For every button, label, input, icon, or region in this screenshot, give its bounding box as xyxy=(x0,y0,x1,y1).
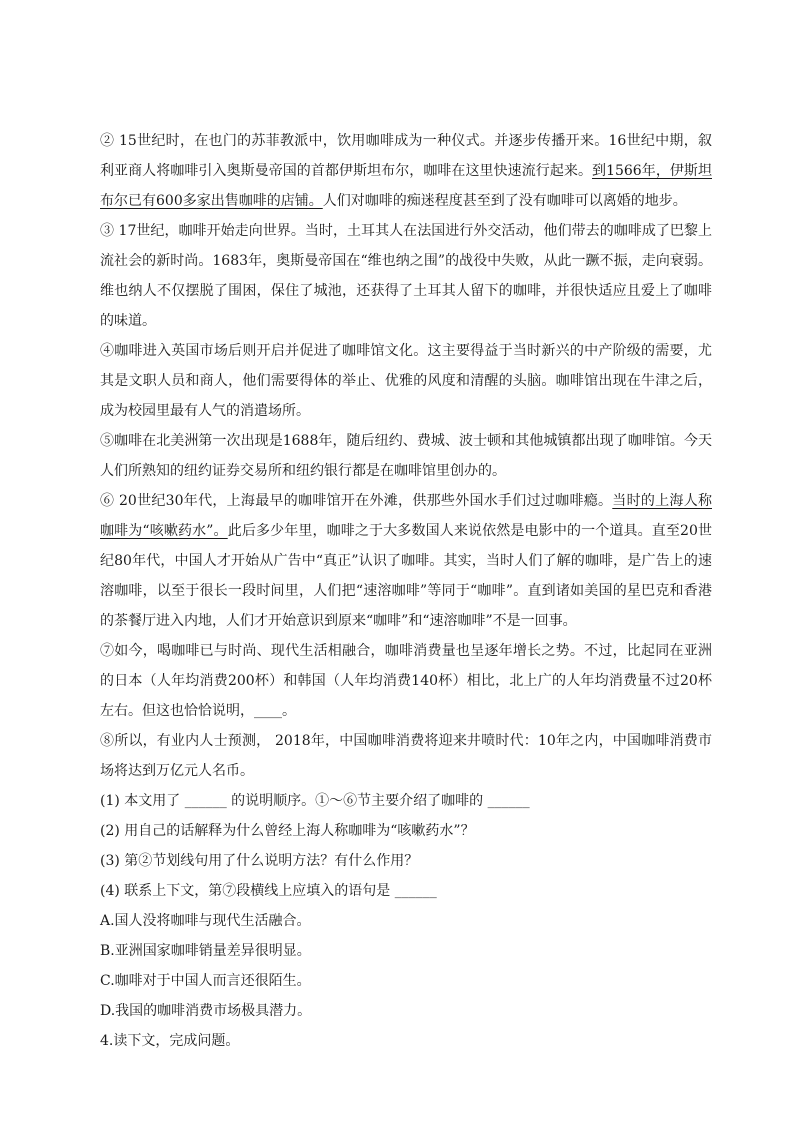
question-4: (4) 联系上下文，第⑦段横线上应填入的语句是 ______ xyxy=(100,883,437,899)
option-b: B.亚洲国家咖啡销量差异很明显。 xyxy=(100,943,311,959)
paragraph-4: ④咖啡进入英国市场后则开启并促进了咖啡馆文化。这主要得益于当时新兴的中产阶级的需要，尤其是文职人员和商人，他们需要得体的举止、优雅的风度和清醒的头脑。咖啡馆出现在牛津之后，成为校园里最有人气的消遣场所。 xyxy=(100,343,712,419)
paragraph-8: ⑧所以，有业内人士预测， 2018年，中国咖啡消费将迎来井喷时代：10年之内，中国咖啡消费市场将达到万亿元人名币。 xyxy=(100,733,712,779)
document-page xyxy=(100,126,712,1056)
underlined-sentence-6: 当时的上海人称咖啡为“咳嗽药水”。 xyxy=(100,493,712,539)
option-a: A.国人没将咖啡与现代生活融合。 xyxy=(100,913,311,929)
paragraph-5: ⑤咖啡在北美洲第一次出现是1688年，随后纽约、费城、波士顿和其他城镇都出现了咖啡馆。今天人们所熟知的纽约证券交易所和纽约银行都是在咖啡馆里创办的。 xyxy=(100,433,712,479)
option-d: D.我国的咖啡消费市场极具潜力。 xyxy=(100,1003,312,1019)
paragraph-7: ⑦如今，喝咖啡已与时尚、现代生活相融合，咖啡消费量也呈逐年增长之势。不过，比起同在亚洲的日本（人年均消费200杯）和韩国（人年均消费140杯）相比，北上广的人年均消费量不过20杯左右。但这也恰恰说明，____。 xyxy=(100,643,712,719)
question-2: (2) 用自己的话解释为什么曾经上海人称咖啡为“咳嗽药水”？ xyxy=(100,823,475,839)
paragraph-3: ③ 17世纪，咖啡开始走向世界。当时，土耳其人在法国进行外交活动，他们带去的咖啡成了巴黎上流社会的新时尚。1683年，奥斯曼帝国在“维也纳之围”的战役中失败，从此一蹶不振，走向衰弱。维也纳人不仅摆脱了围困，保住了城池，还获得了土耳其人留下的咖啡，并很快适应且爱上了咖啡的味道。 xyxy=(100,223,712,329)
paragraph-6: ⑥ 20世纪30年代，上海最早的咖啡馆开在外滩，供那些外国水手们过过咖啡瘾。当时的上海人称咖啡为“咳嗽药水”。此后多少年里，咖啡之于大多数国人来说依然是电影中的一个道具。直至20世纪80年代，中国人才开始从广告中“真正”认识了咖啡。其实，当时人们了解的咖啡，是广告上的速溶咖啡，以至于很长一段时间里，人们把“速溶咖啡”等同于“咖啡”。直到诸如美国的星巴克和香港的茶餐厅进入内地，人们才开始意识到原来“咖啡”和“速溶咖啡”不是一回事。 xyxy=(100,493,712,629)
paragraph-2: ② 15世纪时，在也门的苏菲教派中，饮用咖啡成为一种仪式。并逐步传播开来。16世纪中期，叙利亚商人将咖啡引入奥斯曼帝国的首都伊斯坦布尔，咖啡在这里快速流行起来。到1566年，伊斯坦布尔已有600多家出售咖啡的店铺。人们对咖啡的痴迷程度甚至到了没有咖啡可以离婚的地步。 xyxy=(100,133,712,209)
question-3: (3) 第②节划线句用了什么说明方法？有什么作用？ xyxy=(100,853,419,869)
next-section-heading: 4.读下文，完成问题。 xyxy=(100,1033,240,1049)
question-1: (1) 本文用了 ______ 的说明顺序。①～⑥节主要介绍了咖啡的 ______ xyxy=(100,793,530,809)
underlined-sentence-2: 到1566年，伊斯坦布尔已有600多家出售咖啡的店铺。 xyxy=(100,163,712,209)
option-c: C.咖啡对于中国人而言还很陌生。 xyxy=(100,973,311,989)
